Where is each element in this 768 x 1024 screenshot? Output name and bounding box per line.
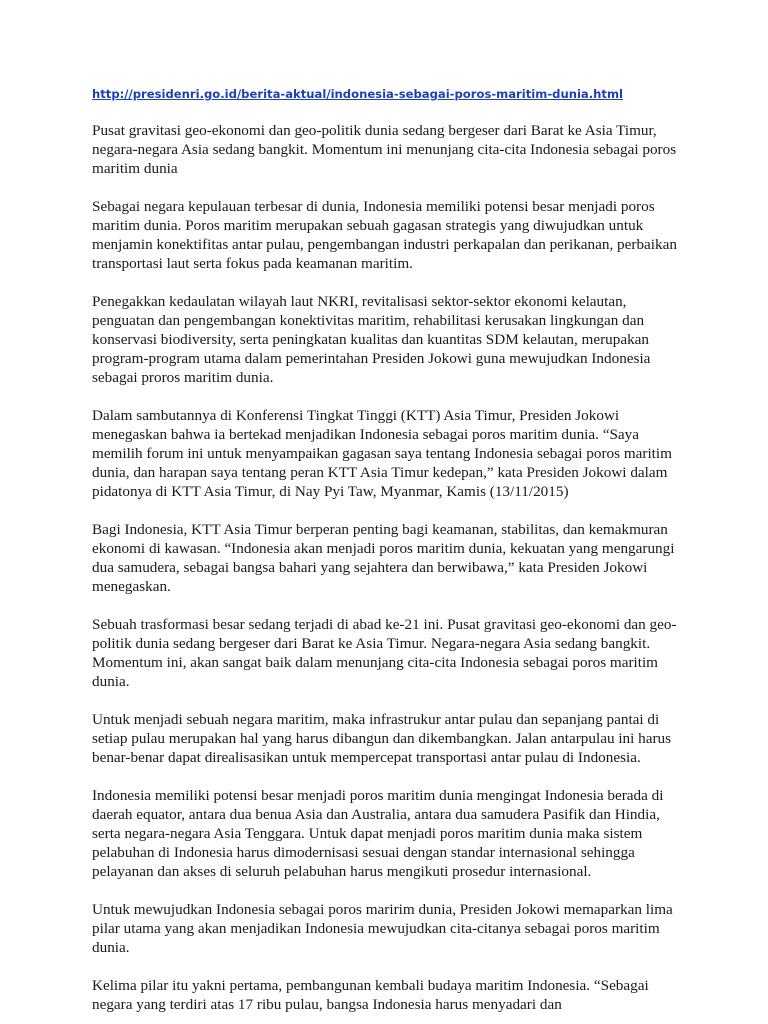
paragraph-8: Indonesia memiliki potensi besar menjadi poros maritim dunia mengingat Indonesia berada di daerah equator, antara dua benua Asia dan Australia, antara dua samudera Pasifik dan Hindia, serta negara-negara Asia Tenggara. Untuk dapat menjadi poros maritim dunia maka sistem pelabuhan di Indonesia harus dimodernisasi sesuai dengan standar internasional sehingga pelayanan dan akses di seluruh pelabuhan harus mengikuti prosedur internasional. <box>92 787 664 880</box>
paragraph-4: Dalam sambutannya di Konferensi Tingkat Tinggi (KTT) Asia Timur, Presiden Jokowi menegaskan bahwa ia bertekad menjadikan Indonesia sebagai poros maritim dunia. “Saya memilih forum ini untuk menyampaikan gagasan saya tentang Indonesia sebagai poros maritim dunia, dan harapan saya tentang peran KTT Asia Timur kedepan,” kata Presiden Jokowi dalam pidatonya di KTT Asia Timur, di Nay Pyi Taw, Myanmar, Kamis (13/11/2015) <box>92 407 672 500</box>
paragraph-3: Penegakkan kedaulatan wilayah laut NKRI, revitalisasi sektor-sektor ekonomi kelautan, penguatan dan pengembangan konektivitas maritim, rehabilitasi kerusakan lingkungan dan konservasi biodiversity, serta peningkatan kualitas dan kuantitas SDM kelautan, merupakan program-program utama dalam pemerintahan Presiden Jokowi guna mewujudkan Indonesia sebagai proros maritim dunia. <box>92 293 651 386</box>
paragraph-1: Pusat gravitasi geo-ekonomi dan geo-politik dunia sedang bergeser dari Barat ke Asia Timur, negara-negara Asia sedang bangkit. Momentum ini menunjang cita-cita Indonesia sebagai poros maritim dunia <box>92 122 677 177</box>
source-url-link[interactable]: http://presidenri.go.id/berita-aktual/indonesia-sebagai-poros-maritim-dunia.html <box>92 87 624 101</box>
paragraph-2: Sebagai negara kepulauan terbesar di dunia, Indonesia memiliki potensi besar menjadi poros maritim dunia. Poros maritim merupakan sebuah gagasan strategis yang diwujudkan untuk menjamin konektifitas antar pulau, pengembangan industri perkapalan dan perikanan, perbaikan transportasi laut serta fokus pada keamanan maritim. <box>92 198 677 272</box>
paragraph-5: Bagi Indonesia, KTT Asia Timur berperan penting bagi keamanan, stabilitas, dan kemakmuran ekonomi di kawasan. “Indonesia akan menjadi poros maritim dunia, kekuatan yang mengarungi dua samudera, sebagai bangsa bahari yang sejahtera dan berwibawa,” kata Presiden Jokowi menegaskan. <box>92 521 675 595</box>
paragraph-6: Sebuah trasformasi besar sedang terjadi di abad ke-21 ini. Pusat gravitasi geo-ekonomi dan geo-politik dunia sedang bergeser dari Barat ke Asia Timur. Negara-negara Asia sedang bangkit. Momentum ini, akan sangat baik dalam menunjang cita-cita Indonesia sebagai poros maritim dunia. <box>92 616 677 690</box>
paragraph-9: Untuk mewujudkan Indonesia sebagai poros maririm dunia, Presiden Jokowi memaparkan lima pilar utama yang akan menjadikan Indonesia mewujudkan cita-citanya sebagai poros maritim dunia. <box>92 901 673 956</box>
document-body <box>92 86 684 1014</box>
paragraph-10: Kelima pilar itu yakni pertama, pembangunan kembali budaya maritim Indonesia. “Sebagai negara yang terdiri atas 17 ribu pulau, bangsa Indonesia harus menyadari dan <box>92 977 649 1013</box>
paragraph-7: Untuk menjadi sebuah negara maritim, maka infrastrukur antar pulau dan sepanjang pantai di setiap pulau merupakan hal yang harus dibangun dan dikembangkan. Jalan antarpulau ini harus benar-benar dapat direalisasikan untuk mempercepat transportasi antar pulau di Indonesia. <box>92 711 672 766</box>
